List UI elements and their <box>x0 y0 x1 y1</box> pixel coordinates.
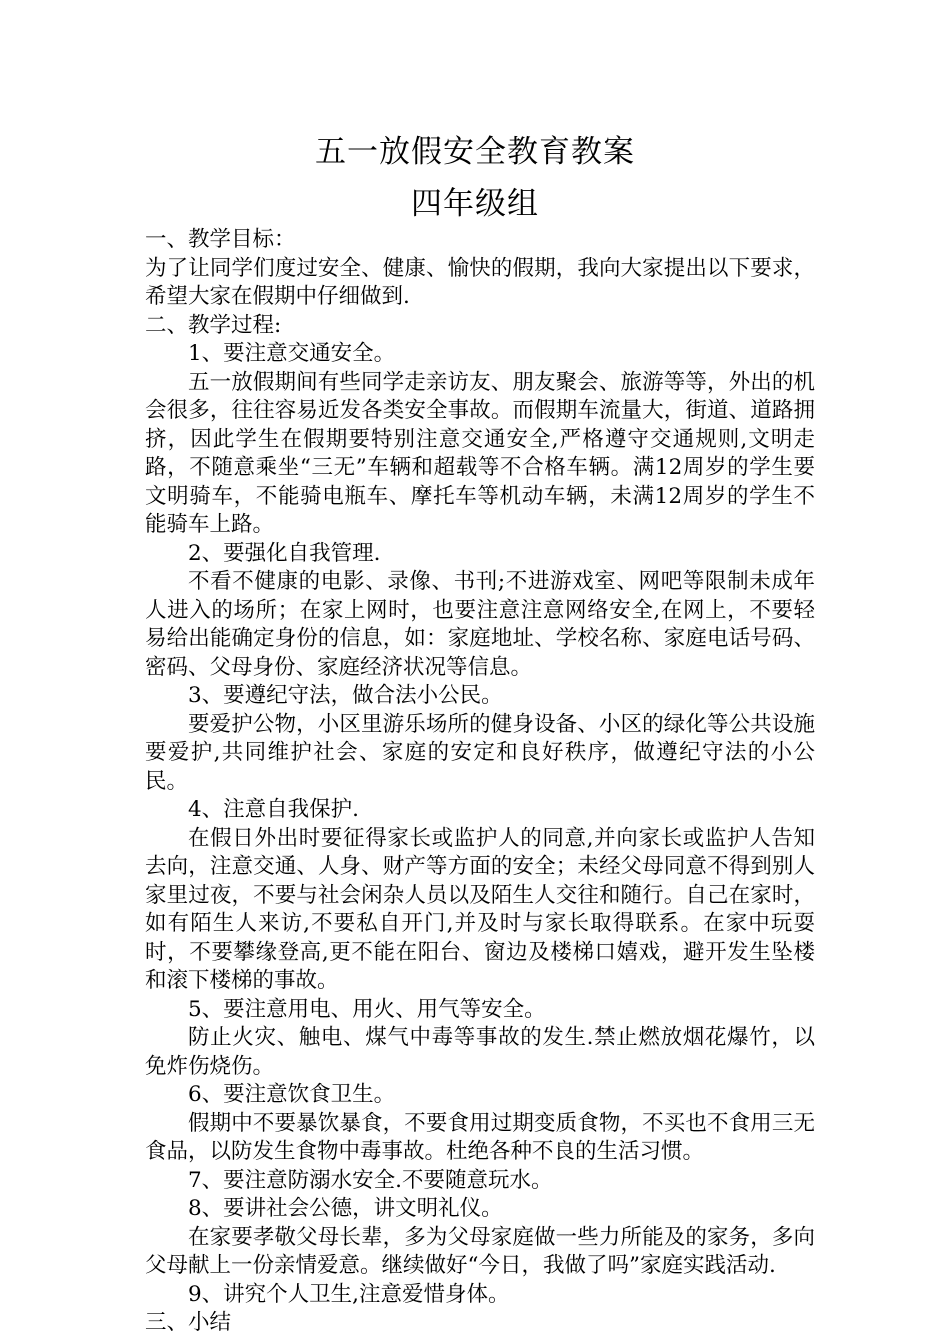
paragraph: 五一放假期间有些同学走亲访友、朋友聚会、旅游等等，外出的机会很多，往往容易近发各类安全事故。而假期车流量大，街道、道路拥挤，因此学生在假期要特别注意交通安全,严格遵守交通规则,文明走路，不随意乘坐“三无”车辆和超载等不合格车辆。满12周岁的学生要文明骑车，不能骑电瓶车、摩托车等机动车辆，未满12周岁的学生不能骑车上路。 <box>145 369 815 537</box>
paragraph: 4、注意自我保护. <box>188 797 360 822</box>
paragraph: 9、讲究个人卫生,注意爱惜身体。 <box>188 1281 510 1307</box>
paragraph: 防止火灾、触电、煤气中毒等事故的发生.禁止燃放烟花爆竹，以免炸伤烧伤。 <box>145 1025 815 1079</box>
paragraph: 为了让同学们度过安全、健康、愉快的假期，我向大家提出以下要求，希望大家在假期中仔细做到. <box>145 255 815 309</box>
paragraph: 一、教学目标： <box>145 227 296 252</box>
paragraph: 假期中不要暴饮暴食，不要食用过期变质食物，不买也不食用三无食品，以防发生食物中毒事故。杜绝各种不良的生活习惯。 <box>145 1110 815 1164</box>
document-body <box>145 226 815 1338</box>
paragraph: 8、要讲社会公德，讲文明礼仪。 <box>188 1196 503 1221</box>
paragraph: 在假日外出时要征得家长或监护人的同意,并向家长或监护人告知去向，注意交通、人身、财产等方面的安全；未经父母同意不得到别人家里过夜，不要与社会闲杂人员以及陌生人交往和随行。自己在家时，如有陌生人来访,不要私自开门,并及时与家长取得联系。在家中玩耍时，不要攀缘登高,更不能在阳台、窗边及楼梯口嬉戏，避开发生坠楼和滚下楼梯的事故。 <box>145 825 815 993</box>
paragraph: 6、要注意饮食卫生。 <box>188 1082 396 1107</box>
document-title: 五一放假安全教育教案 <box>315 134 635 170</box>
paragraph: 在家要孝敬父母长辈，多为父母家庭做一些力所能及的家务，多向父母献上一份亲情爱意。继续做好“今日，我做了吗”家庭实践活动. <box>145 1224 815 1278</box>
paragraph: 5、要注意用电、用火、用气等安全。 <box>188 996 546 1022</box>
paragraph: 2、要强化自我管理. <box>188 540 381 566</box>
paragraph: 1、要注意交通安全。 <box>188 341 396 366</box>
paragraph: 不看不健康的电影、录像、书刊;不进游戏室、网吧等限制未成年人进入的场所；在家上网时，也要注意注意网络安全,在网上，不要轻易给出能确定身份的信息，如：家庭地址、学校名称、家庭电话号码、密码、父母身份、家庭经济状况等信息。 <box>145 569 815 680</box>
document-subtitle: 四年级组 <box>411 186 539 222</box>
paragraph: 二、教学过程: <box>145 312 282 338</box>
paragraph: 7、要注意防溺水安全.不要随意玩水。 <box>188 1167 553 1193</box>
paragraph: 要爱护公物，小区里游乐场所的健身设备、小区的绿化等公共设施要爱护,共同维护社会、家庭的安定和良好秩序，做遵纪守法的小公民。 <box>145 711 815 794</box>
paragraph: 3、要遵纪守法，做合法小公民。 <box>188 683 503 708</box>
paragraph: 三、小结 <box>145 1310 232 1335</box>
